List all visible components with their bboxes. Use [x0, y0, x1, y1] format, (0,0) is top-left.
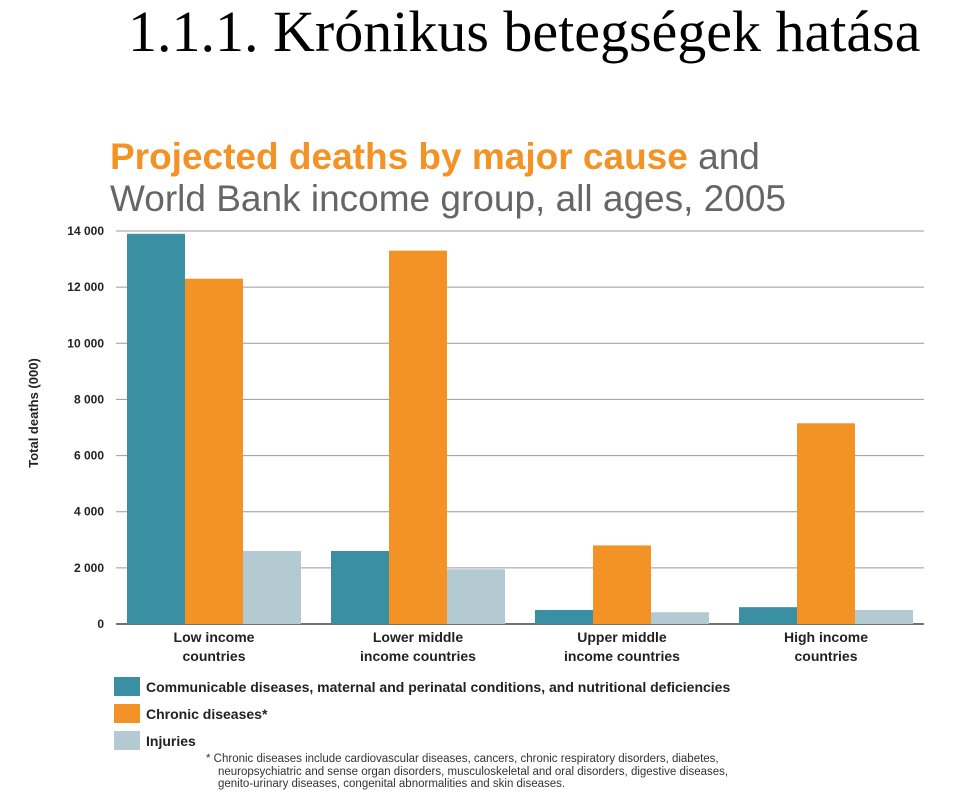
slide-title: 1.1.1. Krónikus betegségek hatása [128, 0, 921, 64]
bar-communicable-0 [127, 234, 185, 624]
legend-item-communicable [114, 673, 730, 700]
bar-injuries-1 [447, 569, 505, 624]
legend-label-communicable: Communicable diseases, maternal and perinatal conditions, and nutritional deficiencies [146, 678, 731, 695]
y-tick-label: 12 000 [67, 280, 104, 295]
bar-communicable-3 [739, 607, 797, 624]
chart-title-rest: and [687, 136, 760, 177]
x-tick-label: countries [182, 648, 246, 664]
y-tick-label: 0 [97, 617, 104, 631]
legend-item-chronic [114, 700, 730, 727]
bar-injuries-2 [651, 612, 709, 624]
y-tick-label: 2 000 [73, 560, 104, 575]
legend-swatch-injuries [114, 731, 140, 750]
x-axis-category-labels [174, 629, 869, 664]
legend-label-injuries: Injuries [146, 732, 196, 749]
x-tick-label: Upper middle [577, 629, 667, 645]
footnote-line: genito-urinary diseases, congenital abnormalities and skin diseases. [218, 778, 566, 790]
legend-swatch-communicable [114, 677, 140, 696]
chart-title-highlight: Projected deaths by major cause [110, 136, 688, 177]
x-tick-label: High income [783, 629, 869, 645]
x-tick-label: Low income [173, 629, 255, 645]
bar-injuries-0 [243, 551, 301, 624]
footnote [206, 753, 936, 791]
y-axis-label: Total deaths (000) [26, 358, 41, 468]
legend-swatch-chronic [114, 704, 140, 723]
y-tick-label: 4 000 [73, 504, 104, 519]
x-tick-label: income countries [360, 648, 476, 664]
footnote-line: neuropsychiatric and sense organ disorders, musculoskeletal and oral disorders, digestive diseases, [218, 765, 729, 778]
bar-communicable-1 [331, 551, 389, 624]
legend [114, 673, 730, 754]
y-tick-label: 14 000 [67, 224, 104, 238]
x-tick-label: Lower middle [372, 629, 464, 645]
y-axis-tick-labels [67, 224, 104, 631]
y-tick-label: 6 000 [73, 448, 104, 463]
bar-chronic-2 [593, 545, 651, 624]
footnote-line: * Chronic diseases include cardiovascular diseases, cancers, chronic respiratory disorders, diabetes, [206, 753, 719, 765]
bar-injuries-3 [855, 610, 913, 624]
bar-chronic-3 [797, 423, 855, 624]
x-tick-label: countries [794, 648, 858, 664]
legend-item-injuries [114, 727, 730, 754]
bar-chronic-1 [389, 251, 447, 624]
bar-communicable-2 [535, 610, 593, 624]
chart-subtitle: World Bank income group, all ages, 2005 [110, 178, 786, 219]
bars [127, 234, 913, 624]
legend-label-chronic: Chronic diseases* [146, 705, 268, 722]
x-tick-label: income countries [564, 648, 680, 664]
y-tick-label: 10 000 [67, 336, 104, 351]
y-tick-label: 8 000 [73, 392, 104, 407]
bar-chronic-0 [185, 279, 243, 624]
